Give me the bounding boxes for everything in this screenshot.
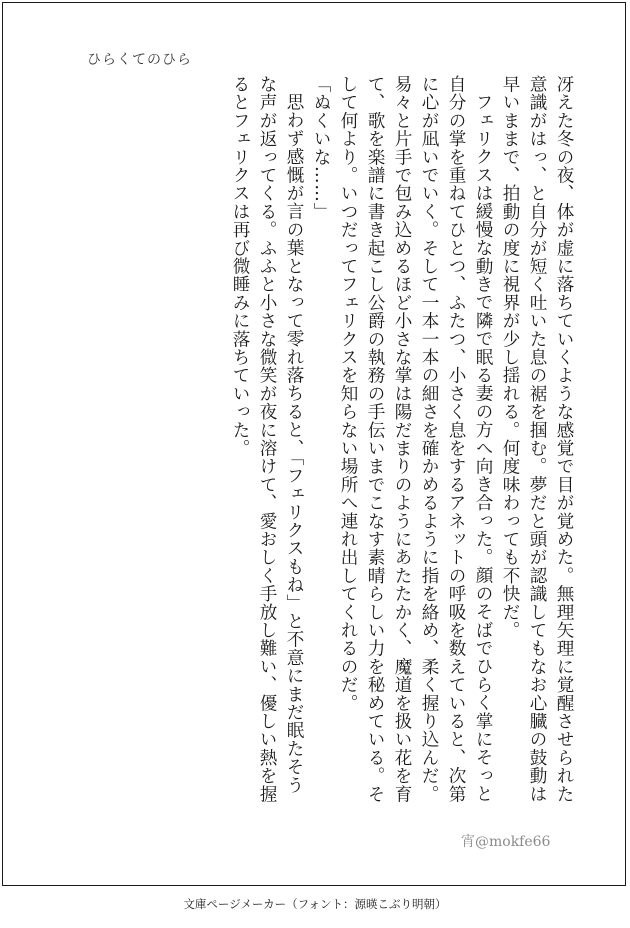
page-frame (2, 2, 626, 886)
paragraph-3-dialogue: 「ぬくいな……」 (311, 75, 331, 221)
book-title: ひらくてのひら (87, 52, 192, 68)
paragraph-2: フェリクスは緩慢な動きで隣で眠る妻の方へ向き合った。顔のそばでひらく掌にそっと自分の掌を重ねてひとつ、ふたつ、小さく息をするアネットの呼吸を数えていると、次第に心が凪いでいく。そして一本一本の細さを確かめるように指を絡め、柔く握り込んだ。易々と片手で包み込めるほど小さな掌は陽だまりのようにあたたかく、魔道を扱い花を育て、歌を楽譜に書き起こし公爵の執務の手伝いまでこなす素晴らしい力を秘めている。そして何より。いつだってフェリクスを知らない場所へ連れ出してくれるのだ。 (338, 75, 493, 803)
author-credit: 宵@mokfe66 (461, 834, 551, 850)
body-text (226, 75, 577, 803)
paragraph-1: 冴えた冬の夜、体が虚に落ちていくような感覚で目が覚めた。無理矢理に覚醒させられた意識がはっ、と自分が短く吐いた息の裾を掴む。夢だと頭が認識してもなお心臓の鼓動は早いままで、拍動の度に視界が少し揺れる。何度味わっても不快だ。 (500, 75, 574, 803)
paragraph-4: 思わず感慨が言の葉となって零れ落ちると、「フェリクスもね」と不意にまだ眠たそうな声が返ってくる。ふふと小さな微笑が夜に溶けて、愛おしく手放し難い、優しい熱を握るとフェリクスは再び微睡みに落ちていった。 (230, 75, 304, 803)
footer-credit: 文庫ページメーカー（フォント：源暎こぶり明朝） (183, 897, 447, 911)
